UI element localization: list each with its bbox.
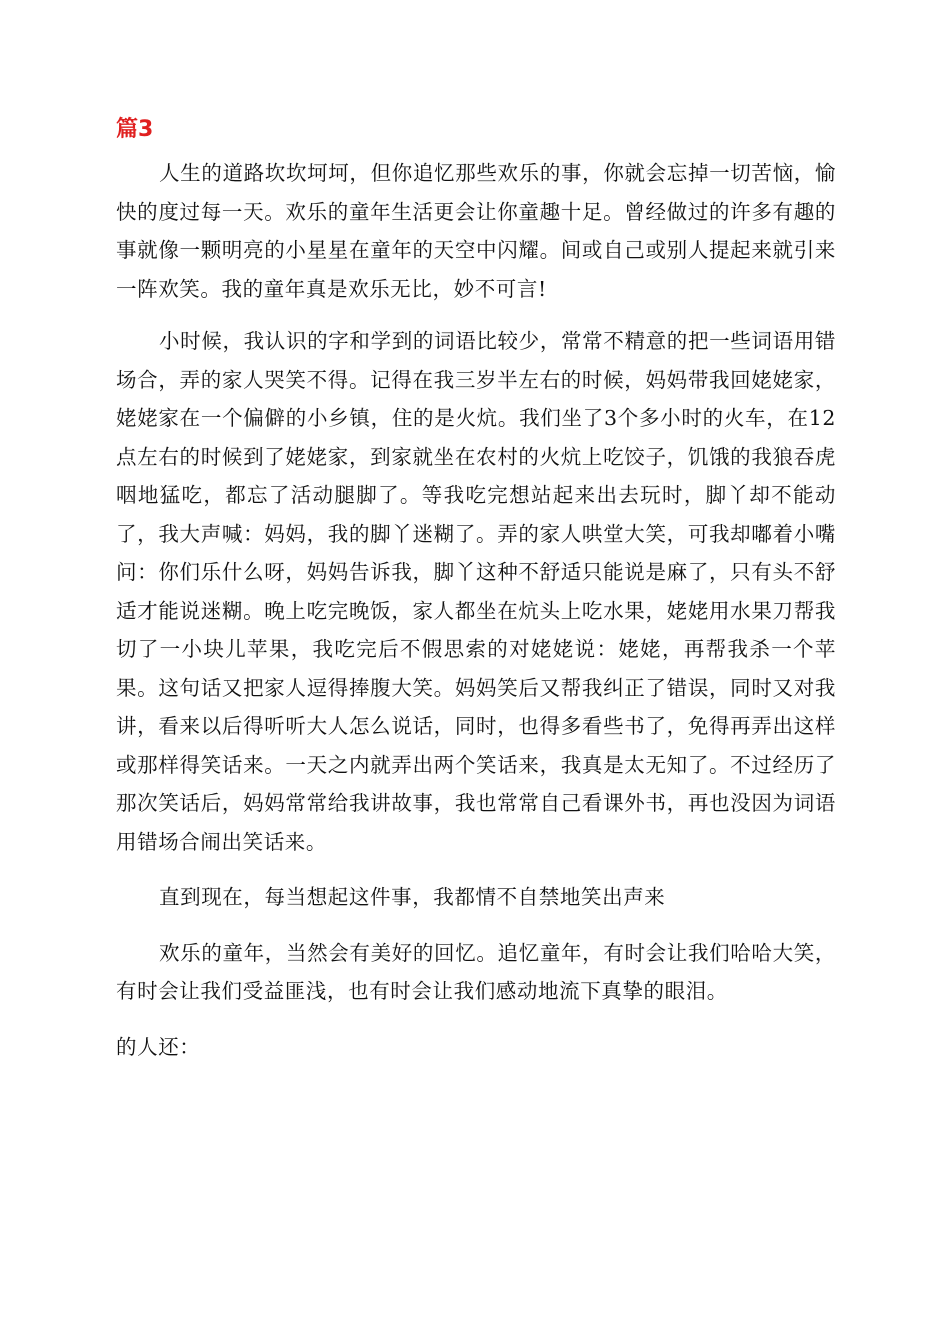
paragraph-3: 直到现在，每当想起这件事，我都情不自禁地笑出声来 [159, 885, 666, 909]
paragraph-4: 欢乐的童年，当然会有美好的回忆。追忆童年，有时会让我们哈哈大笑，有时会让我们受益匪浅，也有时会让我们感动地流下真挚的眼泪。 [116, 940, 836, 1003]
paragraph-5: 的人还： [116, 1034, 201, 1059]
paragraph-1: 人生的道路坎坎坷坷，但你追忆那些欢乐的事，你就会忘掉一切苦恼，愉快的度过每一天。欢乐的童年生活更会让你童趣十足。曾经做过的许多有趣的事就像一颗明亮的小星星在童年的天空中闪耀。间或自己或别人提起来就引来一阵欢笑。我的童年真是欢乐无比，妙不可言! [116, 161, 836, 301]
paragraph-2: 小时候，我认识的字和学到的词语比较少，常常不精意的把一些词语用错场合，弄的家人哭笑不得。记得在我三岁半左右的时候，妈妈带我回姥姥家，姥姥家在一个偏僻的小乡镇，住的是火炕。我们坐了3个多小时的火车，在12点左右的时候到了姥姥家，到家就坐在农村的火炕上吃饺子，饥饿的我狼吞虎咽地猛吃，都忘了活动腿脚了。等我吃完想站起来出去玩时，脚丫却不能动了，我大声喊：妈妈，我的脚丫迷糊了。弄的家人哄堂大笑，可我却嘟着小嘴问：你们乐什么呀，妈妈告诉我，脚丫这种不舒适只能说是麻了，只有头不舒适才能说迷糊。晚上吃完晚饭，家人都坐在炕头上吃水果，姥姥用水果刀帮我切了一小块儿苹果，我吃完后不假思索的对姥姥说：姥姥，再帮我杀一个苹果。这句话又把家人逗得捧腹大笑。妈妈笑后又帮我纠正了错误，同时又对我讲，看来以后得听听大人怎么说话，同时，也得多看些书了，免得再弄出这样或那样得笑话来。一天之内就弄出两个笑话来，我真是太无知了。不过经历了那次笑话后，妈妈常常给我讲故事，我也常常自己看课外书，再也没因为词语用错场合闹出笑话来。 [116, 329, 836, 854]
document-body [116, 154, 836, 1066]
section-heading: 篇3 [116, 117, 154, 142]
